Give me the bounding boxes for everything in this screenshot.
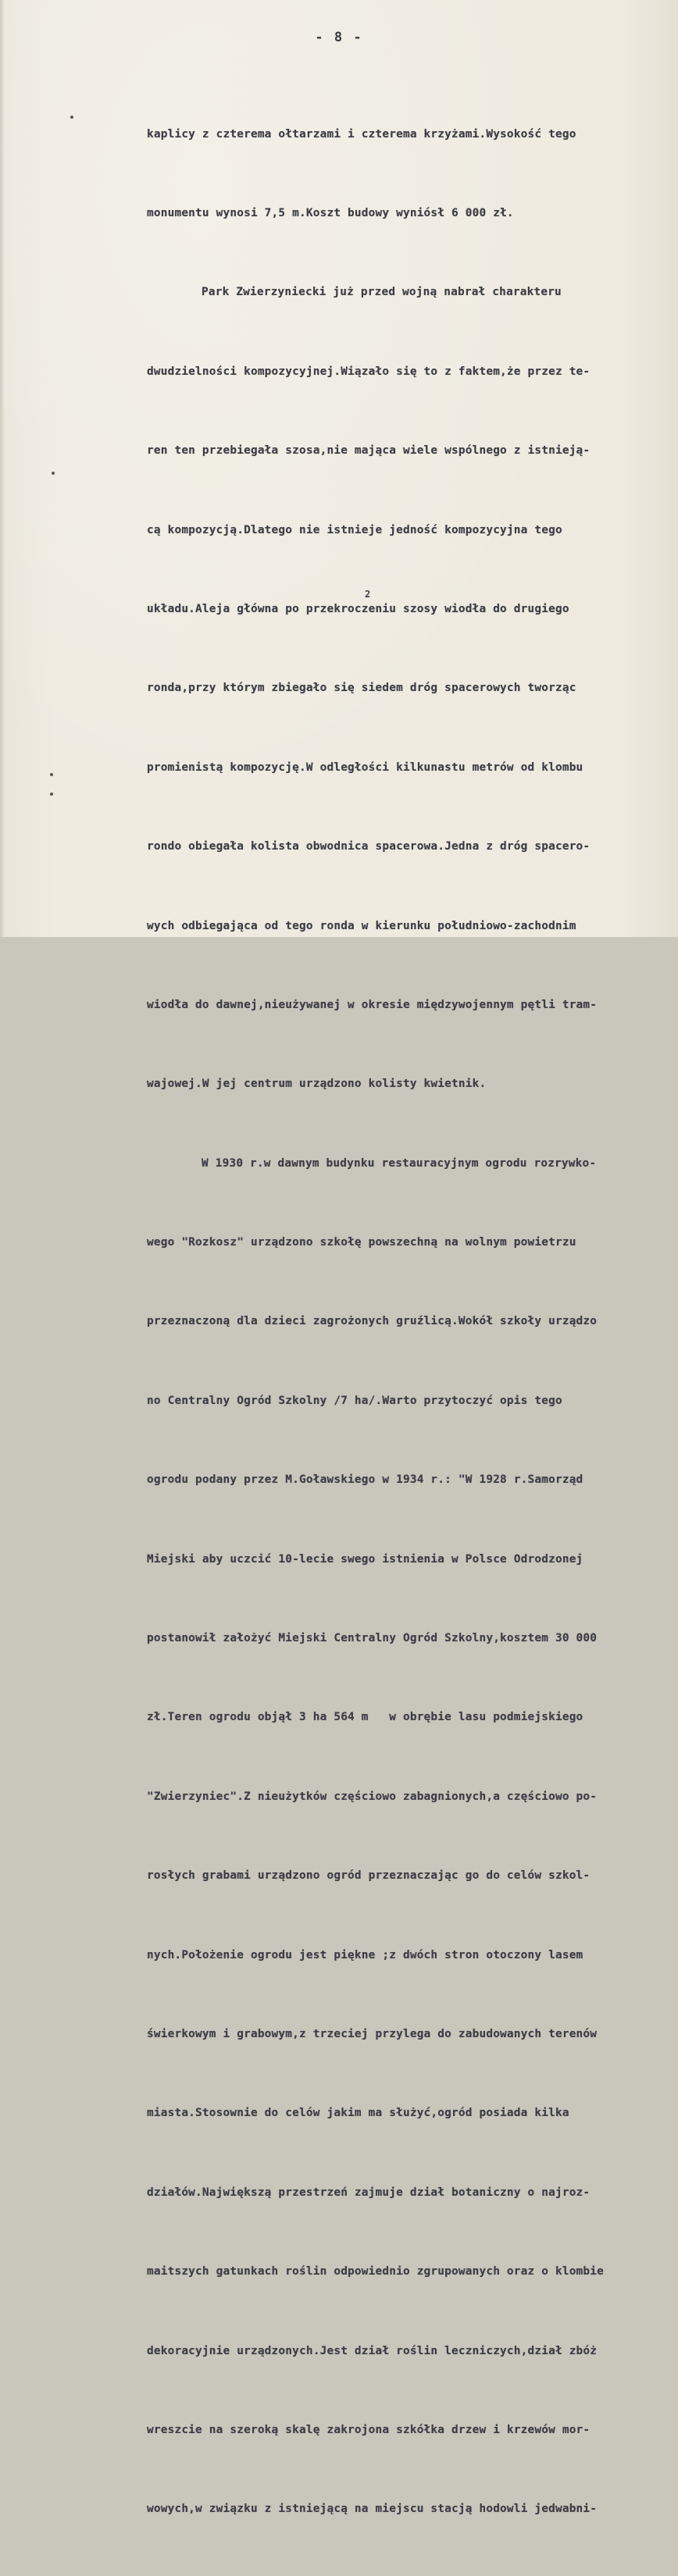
text-line: ren ten przebiegała szosa,nie mająca wiele wspólnego z istnieją-	[147, 444, 591, 458]
text-line: przeznaczoną dla dzieci zagrożonych gruźlicą.Wokół szkoły urządzo	[147, 1315, 598, 1328]
text-line: miasta.Stosownie do celów jakim ma służyć,ogród posiada kilka	[147, 2107, 569, 2120]
punch-hole-mark	[50, 773, 53, 776]
body-text	[147, 69, 662, 2576]
text-line: dwudzielności kompozycyjnej.Wiązało się to z faktem,że przez te-	[147, 365, 591, 378]
text-line: wiodła do dawnej,nieużywanej w okresie międzywojennym pętli tram-	[147, 998, 598, 1011]
text-line: W 1930 r.w dawnym budynku restauracyjnym ogrodu rozrywko-	[202, 1156, 597, 1170]
text-line: nych.Położenie ogrodu jest piękne ;z dwóch stron otoczony lasem	[147, 1948, 583, 1961]
text-line: Park Zwierzyniecki już przed wojną nabrał charakteru	[202, 286, 562, 299]
text-line: dekoracyjnie urządzonych.Jest dział roślin leczniczych,dział zbóż	[147, 2344, 598, 2357]
text-line: układu.Aleja główna po przekroczeniu szosy wiodła do drugiego	[147, 602, 569, 615]
text-line: "Zwierzyniec".Z nieużytków częściowo zabagnionych,a częściowo po-	[147, 1790, 598, 1803]
text-line: Miejski aby uczcić 10-lecie swego istnienia w Polsce Odrodzonej	[147, 1552, 583, 1566]
text-line: działów.Największą przestrzeń zajmuje dział botaniczny o najroz-	[147, 2186, 591, 2199]
text-line: no Centralny Ogród Szkolny /7 ha/.Warto przytoczyć opis tego	[147, 1394, 562, 1407]
page-edge-shadow	[0, 0, 5, 937]
text-line: postanowił założyć Miejski Centralny Ogród Szkolny,kosztem 30 000	[147, 1632, 598, 1645]
punch-hole-mark	[50, 793, 53, 796]
text-line: monumentu wynosi 7,5 m.Koszt budowy wyniósł 6 000 zł.	[147, 206, 514, 219]
text-line: ronda,przy którym zbiegało się siedem dróg spacerowych tworząc	[147, 682, 576, 695]
punch-hole-mark	[52, 472, 55, 475]
text-line: zł.Teren ogrodu objął 3 ha 564 m w obrębie lasu podmiejskiego	[147, 1711, 583, 1724]
text-line: ogrodu podany przez M.Goławskiego w 1934 r.: "W 1928 r.Samorząd	[147, 1473, 583, 1487]
text-line: wreszcie na szeroką skalę zakrojona szkółka drzew i krzewów mor-	[147, 2423, 591, 2436]
text-line: kaplicy z czterema ołtarzami i czterema krzyżami.Wysokość tego	[147, 127, 576, 141]
page-number: - 8 -	[315, 30, 363, 45]
text-line: maitszych gatunkach roślin odpowiednio zgrupowanych oraz o klombie	[147, 2265, 605, 2278]
text-line: rosłych grabami urządzono ogród przeznaczając go do celów szkol-	[147, 1869, 591, 1883]
punch-hole-mark	[70, 116, 73, 119]
text-line: cą kompozycją.Dlatego nie istnieje jedność kompozycyjna tego	[147, 523, 562, 536]
text-line: rondo obiegała kolista obwodnica spacerowa.Jedna z dróg spacero-	[147, 840, 591, 853]
text-line: wego "Rozkosz" urządzono szkołę powszechną na wolnym powietrzu	[147, 1236, 576, 1249]
text-line: wowych,w związku z istniejącą na miejscu stacją hodowli jedwabni-	[147, 2503, 598, 2516]
superscript-mark: 2	[365, 589, 371, 600]
text-line: wych odbiegająca od tego ronda w kierunku południowo-zachodnim	[147, 919, 576, 932]
text-line: promienistą kompozycję.W odległości kilkunastu metrów od klombu	[147, 761, 583, 774]
text-line: wajowej.W jej centrum urządzono kolisty kwietnik.	[147, 1078, 487, 1091]
text-line: świerkowym i grabowym,z trzeciej przylega do zabudowanych terenów	[147, 2027, 598, 2040]
